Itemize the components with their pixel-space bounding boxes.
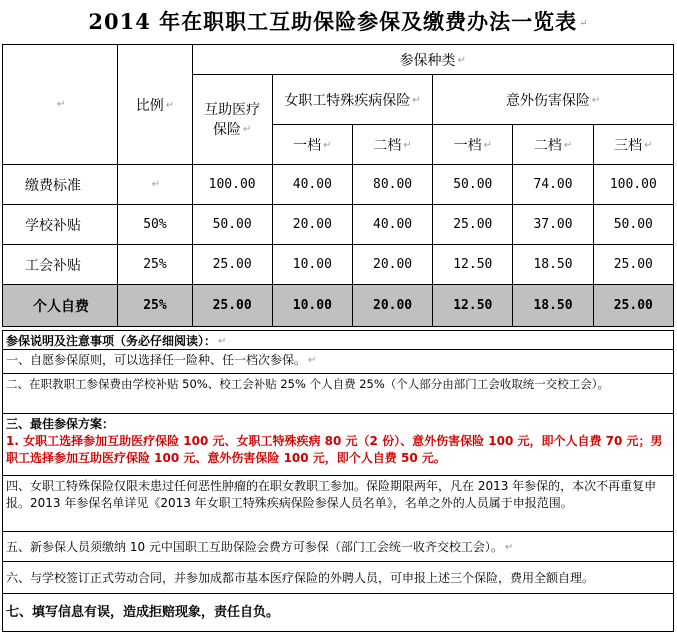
paragraph-mark: ↵	[579, 17, 589, 29]
cell-value: 50.00	[433, 165, 513, 205]
page-title	[0, 0, 677, 44]
title-text: 2014 年在职职工互助保险参保及缴费办法一览表	[88, 9, 578, 34]
header-accident-tier2: 二档 ↵	[513, 125, 593, 165]
notes-heading: 参保说明及注意事项（务必仔细阅读）： ↵	[2, 330, 674, 350]
note-4: 四、女职工特殊保险仅限未患过任何恶性肿瘤的在职女教职工参加。保险期限两年，凡在 2013 年参保的，本次不再重复申报。2013 年参保名单详见《2013 年女职工特殊疾病保险参保人员名单》，名单之外的人员属于申报范围。	[2, 476, 674, 532]
header-female-tier1: 一档 ↵	[272, 125, 352, 165]
cell-value: 50.00	[192, 205, 272, 245]
row-label: 学校补贴	[3, 205, 118, 245]
cell-value: 74.00	[513, 165, 593, 205]
note-6: 六、与学校签订正式劳动合同，并参加成都市基本医疗保险的外聘人员，可申报上述三个保险，费用全额自理。	[2, 562, 674, 594]
cell-value: 12.50	[433, 245, 513, 285]
note-2: 二、在职教职工参保费由学校补贴 50%、校工会补贴 25% 个人自费 25%（个人部分由部门工会收取统一交校工会）。	[2, 374, 674, 414]
cell-value: 40.00	[272, 165, 352, 205]
row-label: 缴费标准	[3, 165, 118, 205]
cell-value: 50.00	[593, 205, 673, 245]
cell-value: 10.00	[272, 245, 352, 285]
cell-value: 25.00	[593, 285, 673, 327]
header-accident: 意外伤害保险 ↵	[433, 75, 674, 125]
table-row-highlighted	[3, 285, 674, 327]
row-ratio: ↵	[118, 165, 192, 205]
cell-value: 25.00	[593, 245, 673, 285]
cell-value: 100.00	[192, 165, 272, 205]
note-3-title: 三、最佳参保方案：	[6, 417, 115, 431]
insurance-fee-table	[2, 44, 674, 327]
cell-value: 20.00	[352, 245, 432, 285]
note-3-body: 1. 女职工选择参加互助医疗保险 100 元、女职工特殊疾病 80 元（2 份）、意外伤害保险 100 元，即个人自费 70 元；男职工选择参加互助医疗保险 100 元、意外伤害保险 100 元，即个人自费 50 元。	[6, 434, 663, 465]
table-row	[3, 205, 674, 245]
notes-section	[2, 330, 674, 632]
cell-value: 10.00	[272, 285, 352, 327]
table-row	[3, 245, 674, 285]
row-ratio: 25%	[118, 285, 192, 327]
header-ratio: 比例 ↵	[118, 45, 192, 165]
note-3	[2, 414, 674, 476]
cell-value: 20.00	[352, 285, 432, 327]
header-accident-tier3: 三档 ↵	[593, 125, 673, 165]
table-row	[3, 165, 674, 205]
header-accident-tier1: 一档 ↵	[433, 125, 513, 165]
header-mutual-medical: 互助医疗保险 ↵	[192, 75, 272, 165]
cell-value: 80.00	[352, 165, 432, 205]
cell-value: 20.00	[272, 205, 352, 245]
cell-value: 12.50	[433, 285, 513, 327]
header-female-disease: 女职工特殊疾病保险 ↵	[272, 75, 432, 125]
cell-value: 37.00	[513, 205, 593, 245]
cell-value: 100.00	[593, 165, 673, 205]
header-female-tier2: 二档 ↵	[352, 125, 432, 165]
header-blank-cell: ↵	[3, 45, 118, 165]
note-7: 七、填写信息有误，造成拒赔现象，责任自负。	[2, 594, 674, 632]
cell-value: 25.00	[433, 205, 513, 245]
cell-value: 18.50	[513, 245, 593, 285]
cell-value: 40.00	[352, 205, 432, 245]
row-ratio: 50%	[118, 205, 192, 245]
note-5: 五、新参保人员须缴纳 10 元中国职工互助保险会费方可参保（部门工会统一收齐交校工会）。 ↵	[2, 532, 674, 562]
cell-value: 25.00	[192, 245, 272, 285]
row-label: 工会补贴	[3, 245, 118, 285]
note-1: 一、自愿参保原则，可以选择任一险种、任一档次参保。 ↵	[2, 350, 674, 374]
row-ratio: 25%	[118, 245, 192, 285]
cell-value: 25.00	[192, 285, 272, 327]
header-insurance-types: 参保种类 ↵	[192, 45, 673, 75]
row-label: 个人自费	[3, 285, 118, 327]
cell-value: 18.50	[513, 285, 593, 327]
